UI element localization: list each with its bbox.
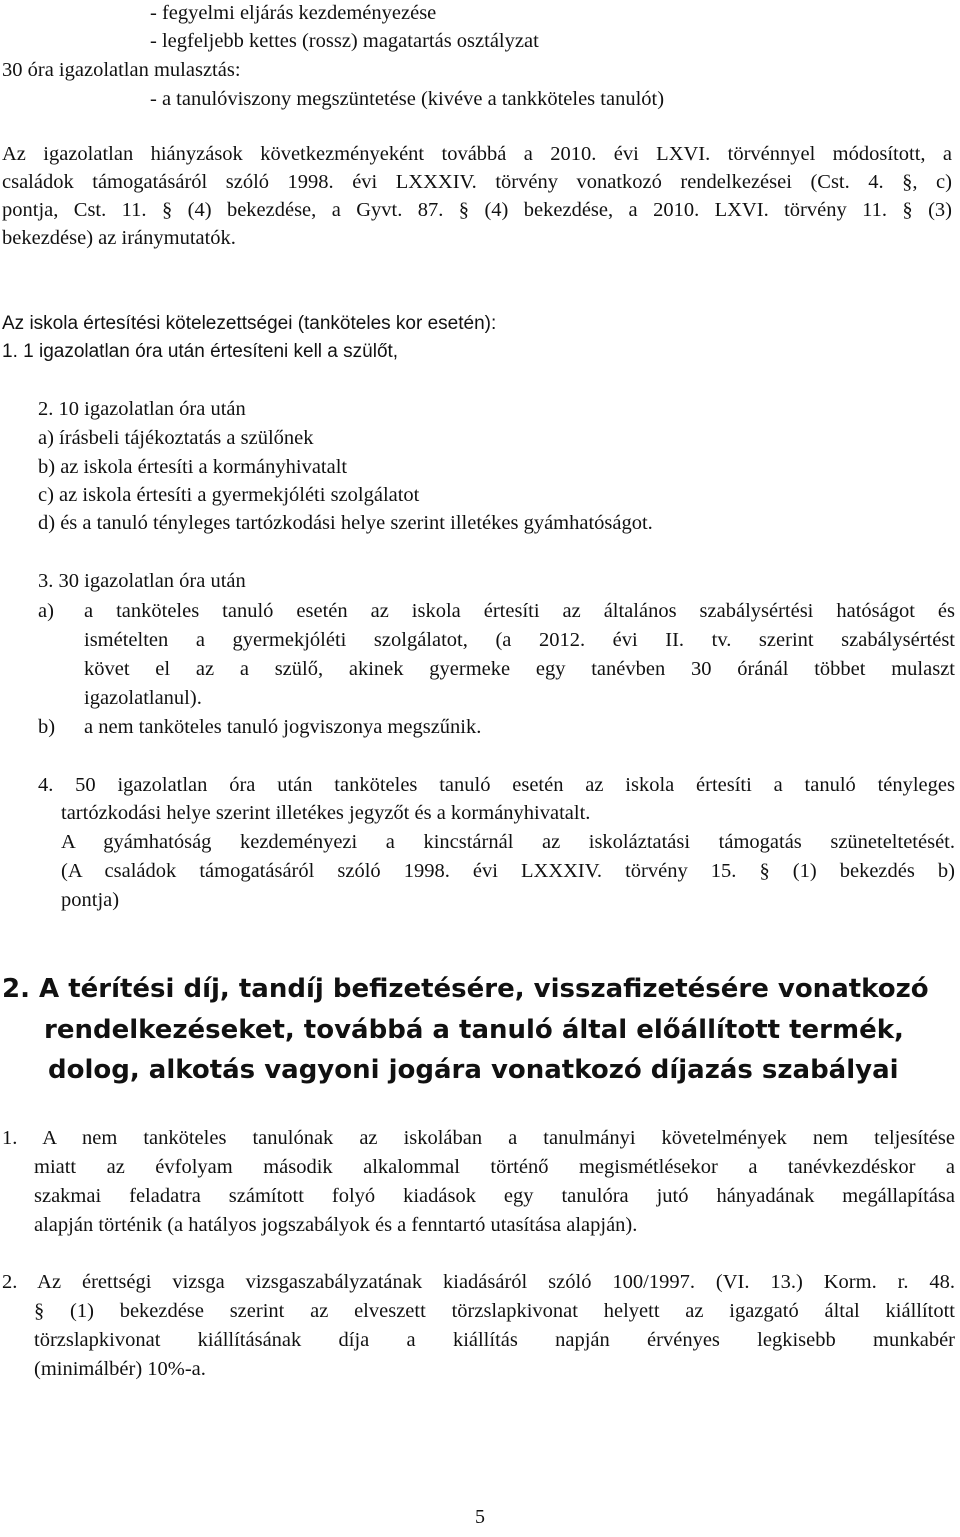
- intro-paragraph-line: családok támogatásáról szóló 1998. évi LXXXIV. törvény vonatkozó rendelkezései (Cst. 4. §, c): [2, 171, 952, 193]
- point-2-item-a: a) írásbeli tájékoztatás a szülőnek: [38, 427, 314, 449]
- obligation-point-2-title: 2. 10 igazolatlan óra után: [38, 398, 246, 420]
- section-2-para-2-line: törzslapkivonat kiállításának díja a kiállítás napján érvényes legkisebb munkabér: [34, 1329, 955, 1351]
- section-2-para-2-line: 2. Az érettségi vizsga vizsgaszabályzatának kiadásáról szóló 100/1997. (VI. 13.) Korm. r. 48.: [2, 1271, 955, 1293]
- point-3-item-b-marker: b): [38, 716, 56, 738]
- obligations-title: Az iskola értesítési kötelezettségei (tanköteles kor esetén):: [2, 313, 497, 334]
- thirty-hours-label: 30 óra igazolatlan mulasztás:: [2, 59, 241, 81]
- point-3-item-a-line: ismételten a gyermekjóléti szolgálatot, (a 2012. évi II. tv. szerint szabálysértést: [84, 629, 955, 651]
- point-3-item-a-line: követ el az a szülő, akinek gyermeke egy tanévben 30 óránál többet mulaszt: [84, 658, 955, 680]
- page-number: 5: [475, 1506, 485, 1528]
- consequence-item-conduct-grade: - legfeljebb kettes (rossz) magatartás osztályzat: [150, 30, 539, 52]
- point-2-item-c: c) az iskola értesíti a gyermekjóléti szolgálatot: [38, 484, 420, 506]
- obligation-point-4-line: (A családok támogatásáról szóló 1998. évi LXXXIV. törvény 15. § (1) bekezdés b): [61, 860, 955, 882]
- consequence-item-disciplinary: - fegyelmi eljárás kezdeményezése: [150, 2, 437, 24]
- section-2-para-2-line: (minimálbér) 10%-a.: [34, 1358, 206, 1380]
- point-3-item-a-line: igazolatlanul).: [84, 687, 202, 709]
- section-2-heading-line: dolog, alkotás vagyoni jogára vonatkozó díjazás szabályai: [48, 1055, 899, 1085]
- obligation-point-4-line: pontja): [61, 889, 120, 911]
- obligation-point-4-line: 4. 50 igazolatlan óra után tanköteles tanuló esetén az iskola értesíti a tanuló tényleges: [38, 774, 955, 796]
- point-3-item-b: a nem tanköteles tanuló jogviszonya megszűnik.: [84, 716, 482, 738]
- obligation-point-1: 1. 1 igazolatlan óra után értesíteni kell a szülőt,: [2, 341, 399, 362]
- point-2-item-d: d) és a tanuló tényleges tartózkodási helye szerint illetékes gyámhatóságot.: [38, 512, 653, 534]
- section-2-para-1-line: 1. A nem tanköteles tanulónak az iskolában a tanulmányi követelmények nem teljesítése: [2, 1127, 955, 1149]
- obligation-point-4-line: A gyámhatóság kezdeményezi a kincstárnál az iskoláztatási támogatás szüneteltetését.: [61, 831, 955, 853]
- intro-paragraph-line: pontja, Cst. 11. § (4) bekezdése, a Gyvt. 87. § (4) bekezdése, a 2010. LXVI. törvény 11. § (3): [2, 199, 952, 221]
- obligation-point-4-line: tartózkodási helye szerint illetékes jegyzőt és a kormányhivatalt.: [61, 802, 591, 824]
- point-3-item-a-marker: a): [38, 600, 54, 622]
- section-2-para-1-line: alapján történik (a hatályos jogszabályok és a fenntartó utasítása alapján).: [34, 1214, 638, 1236]
- section-2-para-1-line: szakmai feladatra számított folyó kiadások egy tanulóra jutó hányadának megállapítása: [34, 1185, 955, 1207]
- intro-paragraph-line: bekezdése) az iránymutatók.: [2, 227, 236, 249]
- section-2-para-2-line: § (1) bekezdése szerint az elveszett törzslapkivonat helyett az igazgató által kiállított: [34, 1300, 955, 1322]
- section-2-heading-line: 2. A térítési díj, tandíj befizetésére, visszafizetésére vonatkozó: [2, 974, 929, 1004]
- consequence-item-termination: - a tanulóviszony megszüntetése (kivéve a tankköteles tanulót): [150, 88, 665, 110]
- intro-paragraph-line: Az igazolatlan hiányzások következményeként továbbá a 2010. évi LXVI. törvénnyel módosított, a: [2, 143, 952, 165]
- obligation-point-3-title: 3. 30 igazolatlan óra után: [38, 570, 246, 592]
- point-3-item-a-line: a tanköteles tanuló esetén az iskola értesíti az általános szabálysértési hatóságot és: [84, 600, 955, 622]
- section-2-para-1-line: miatt az évfolyam második alkalommal történő megismétlésekor a tanévkezdéskor a: [34, 1156, 955, 1178]
- point-2-item-b: b) az iskola értesíti a kormányhivatalt: [38, 456, 348, 478]
- section-2-heading-line: rendelkezéseket, továbbá a tanuló által előállított termék,: [44, 1015, 904, 1045]
